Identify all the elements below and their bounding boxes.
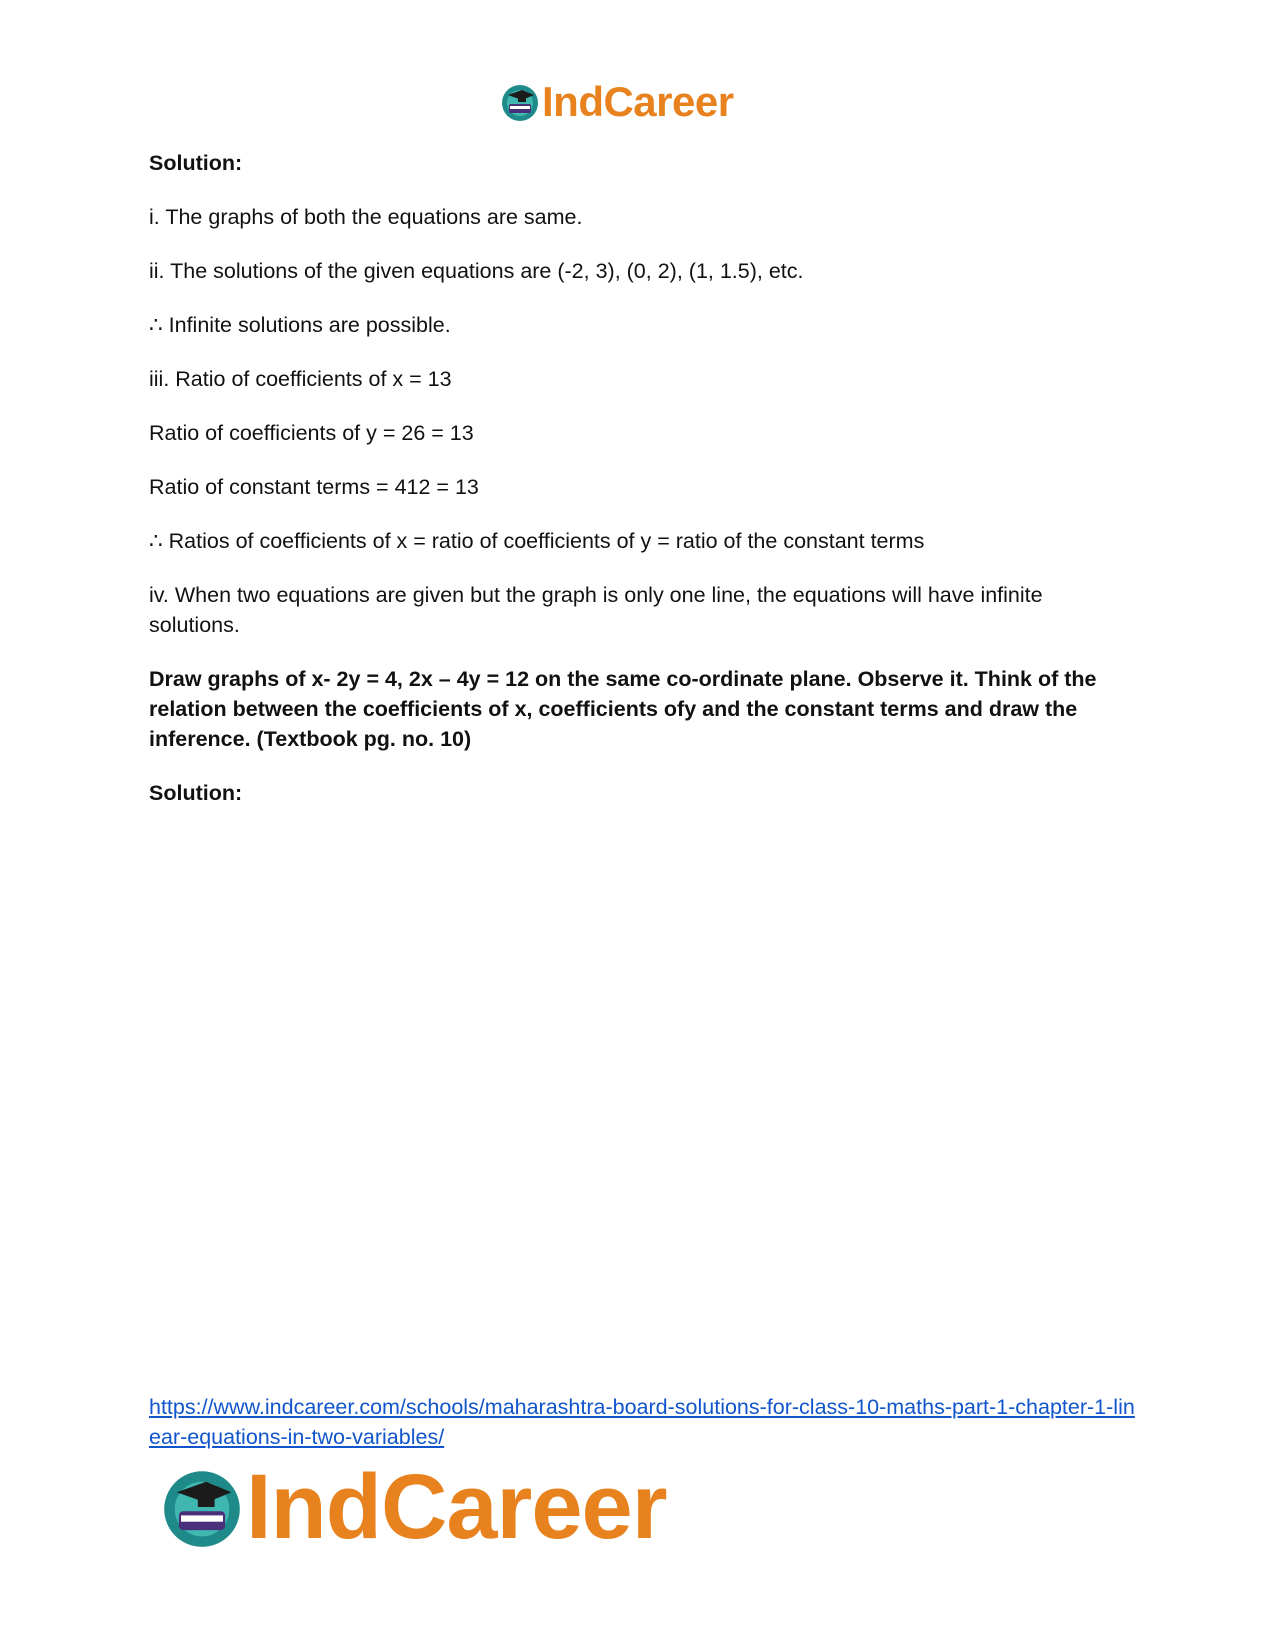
solution-line-iv: iv. When two equations are given but the graph is only one line, the equations will have infinite solutions. [149, 583, 1043, 637]
footer-logo [160, 1456, 667, 1558]
header-logo [500, 80, 734, 124]
solution-heading: Solution: [149, 151, 243, 175]
solution-line-ii: ii. The solutions of the given equations are (-2, 3), (0, 2), (1, 1.5), etc. [149, 259, 804, 283]
therefore-line-ratios: ∴ Ratios of coefficients of x = ratio of coefficients of y = ratio of the constant terms [149, 529, 925, 553]
solution-line-iii: iii. Ratio of coefficients of x = 13 [149, 367, 452, 391]
source-url-link[interactable]: https://www.indcareer.com/schools/maharashtra-board-solutions-for-class-10-maths-part-1-chapter-1-linear-equations-in-two-variables/ [149, 1395, 1135, 1449]
logo-text: IndCareer [246, 1456, 667, 1558]
therefore-line-infinite: ∴ Infinite solutions are possible. [149, 313, 451, 337]
graduation-book-icon [160, 1465, 244, 1549]
ratio-constant-line: Ratio of constant terms = 412 = 13 [149, 475, 479, 499]
solution-heading: Solution: [149, 781, 243, 805]
question-text: Draw graphs of x- 2y = 4, 2x – 4y = 12 on the same co-ordinate plane. Observe it. Think of the relation between the coefficients of x, coefficients ofy and the constant terms and draw the inference. (Textbook pg. no. 10) [149, 667, 1097, 751]
solution-line-i: i. The graphs of both the equations are same. [149, 205, 583, 229]
document-body [149, 148, 1129, 832]
graduation-book-icon [500, 82, 540, 122]
ratio-y-line: Ratio of coefficients of y = 26 = 13 [149, 421, 474, 445]
logo-text: IndCareer [542, 78, 734, 125]
